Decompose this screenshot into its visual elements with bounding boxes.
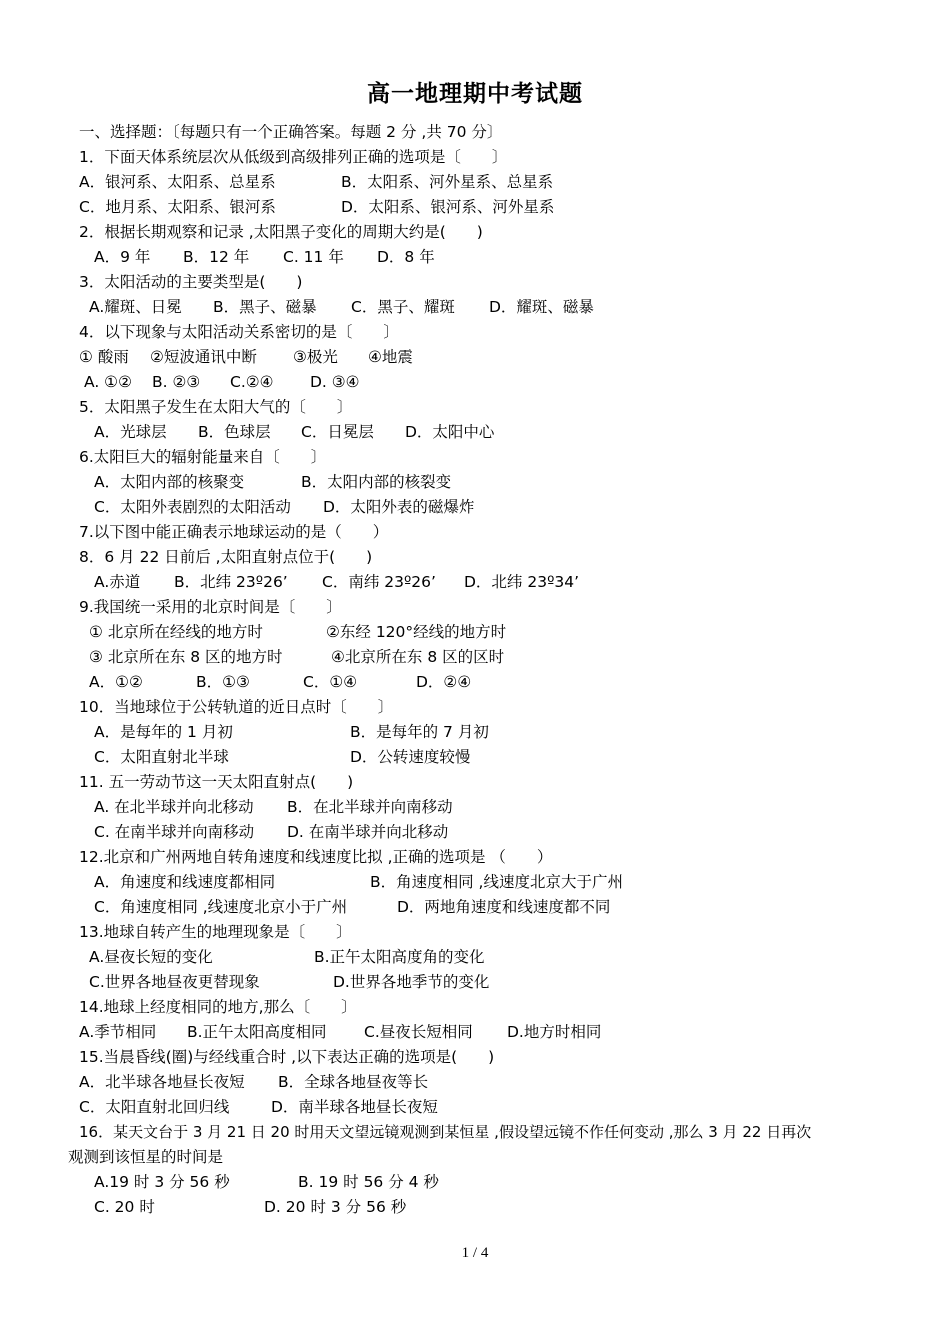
question-6-text: 6.太阳巨大的辐射能量来自〔 〕 — [79, 448, 327, 466]
question-9-option-b: B．①③ — [196, 673, 250, 691]
question-13-option-a: A.昼夜长短的变化 — [89, 948, 213, 966]
question-2-option-c: C. 11 年 — [283, 248, 344, 266]
question-2-option-a: A．9 年 — [94, 248, 151, 266]
question-13-text: 13.地球自转产生的地理现象是〔 〕 — [79, 923, 352, 941]
question-16-option-d: D. 20 时 3 分 56 秒 — [264, 1198, 407, 1216]
question-14-option-d: D.地方时相同 — [507, 1023, 602, 1041]
question-7-text: 7.以下图中能正确表示地球运动的是（ ） — [79, 523, 389, 541]
document-title: 高一地理期中考试题 — [367, 81, 583, 107]
question-6-option-c: C．太阳外表剧烈的太阳活动 — [94, 498, 291, 516]
question-2-option-d: D．8 年 — [377, 248, 435, 266]
question-1-option-d: D．太阳系、银河系、河外星系 — [341, 198, 555, 216]
question-9-statement-3: ③ 北京所在东 8 区的地方时 — [89, 648, 283, 666]
question-1-option-a: A．银河系、太阳系、总星系 — [79, 173, 276, 191]
question-3-option-c: C．黑子、耀斑 — [351, 298, 455, 316]
question-9-option-c: C．①④ — [303, 673, 358, 691]
question-8-text: 8．6 月 22 日前后 ,太阳直射点位于( ) — [79, 548, 373, 566]
question-12-text: 12.北京和广州两地自转角速度和线速度比拟 ,正确的选项是 （ ） — [79, 848, 553, 866]
question-12-option-d: D．两地角速度和线速度都不同 — [397, 898, 611, 916]
question-4-statement-1: ① 酸雨 — [79, 348, 129, 366]
question-8-option-c: C．南纬 23º26’ — [322, 573, 436, 591]
question-16-option-b: B. 19 时 56 分 4 秒 — [298, 1173, 439, 1191]
question-5-option-c: C．日冕层 — [301, 423, 374, 441]
question-12-option-c: C．角速度相同 ,线速度北京小于广州 — [94, 898, 348, 916]
question-5-text: 5．太阳黑子发生在太阳大气的〔 〕 — [79, 398, 353, 416]
question-9-statement-1: ① 北京所在经线的地方时 — [89, 623, 263, 641]
question-16-text-continued: 观测到该恒星的时间是 — [68, 1148, 224, 1166]
page-number: 1 / 4 — [461, 1245, 489, 1261]
question-2-text: 2．根据长期观察和记录 ,太阳黑子变化的周期大约是( ) — [79, 223, 483, 241]
question-13-option-d: D.世界各地季节的变化 — [333, 973, 490, 991]
question-4-statement-4: ④地震 — [368, 348, 413, 366]
question-11-option-b: B．在北半球并向南移动 — [287, 798, 453, 816]
question-4-text: 4．以下现象与太阳活动关系密切的是〔 〕 — [79, 323, 399, 341]
question-12-option-b: B．角速度相同 ,线速度北京大于广州 — [370, 873, 623, 891]
question-15-text: 15.当晨昏线(圈)与经线重合时 ,以下表达正确的选项是( ) — [79, 1048, 495, 1066]
question-5-option-a: A．光球层 — [94, 423, 167, 441]
question-3-option-a: A.耀斑、日冕 — [89, 298, 182, 316]
question-8-option-d: D．北纬 23º34’ — [464, 573, 580, 591]
question-15-option-d: D．南半球各地昼长夜短 — [271, 1098, 438, 1116]
question-10-option-c: C．太阳直射北半球 — [94, 748, 229, 766]
question-9-option-a: A．①② — [89, 673, 143, 691]
question-1-text: 1．下面天体系统层次从低级到高级排列正确的选项是〔 〕 — [79, 148, 508, 166]
question-1-option-b: B．太阳系、河外星系、总星系 — [341, 173, 554, 191]
question-2-option-b: B．12 年 — [183, 248, 250, 266]
question-14-option-c: C.昼夜长短相同 — [364, 1023, 473, 1041]
question-16-text: 16．某天文台于 3 月 21 日 20 时用天文望远镜观测到某恒星 ,假设望远镜不作任何变动 ,那么 3 月 22 日再次 — [79, 1123, 812, 1141]
question-4-option-a: A. ①② — [84, 373, 132, 391]
question-11-text: 11. 五一劳动节这一天太阳直射点( ) — [79, 773, 354, 791]
question-4-statement-2: ②短波通讯中断 — [150, 348, 257, 366]
question-9-option-d: D．②④ — [416, 673, 472, 691]
question-11-option-c: C. 在南半球并向南移动 — [94, 823, 255, 841]
question-14-option-a: A.季节相同 — [79, 1023, 157, 1041]
question-10-text: 10．当地球位于公转轨道的近日点时〔 〕 — [79, 698, 394, 716]
question-16-option-a: A.19 时 3 分 56 秒 — [94, 1173, 230, 1191]
question-16-option-c: C. 20 时 — [94, 1198, 155, 1216]
section-heading: 一、选择题：〔每题只有一个正确答案。每题 2 分 ,共 70 分〕 — [79, 123, 503, 141]
question-15-option-b: B．全球各地昼夜等长 — [278, 1073, 429, 1091]
question-3-text: 3．太阳活动的主要类型是( ) — [79, 273, 303, 291]
question-12-option-a: A．角速度和线速度都相同 — [94, 873, 276, 891]
question-9-statement-2: ②东经 120°经线的地方时 — [326, 623, 507, 641]
question-11-option-d: D. 在南半球并向北移动 — [287, 823, 449, 841]
question-15-option-c: C．太阳直射北回归线 — [79, 1098, 230, 1116]
question-13-option-c: C.世界各地昼夜更替现象 — [89, 973, 260, 991]
question-5-option-b: B．色球层 — [198, 423, 271, 441]
question-9-statement-4: ④北京所在东 8 区的区时 — [331, 648, 505, 666]
question-3-option-b: B．黑子、磁暴 — [213, 298, 317, 316]
question-14-text: 14.地球上经度相同的地方,那么〔 〕 — [79, 998, 357, 1016]
question-6-option-d: D．太阳外表的磁爆炸 — [323, 498, 475, 516]
question-5-option-d: D．太阳中心 — [405, 423, 495, 441]
question-11-option-a: A. 在北半球并向北移动 — [94, 798, 254, 816]
question-10-option-b: B．是每年的 7 月初 — [350, 723, 489, 741]
question-4-option-b: B. ②③ — [152, 373, 201, 391]
question-14-option-b: B.正午太阳高度相同 — [187, 1023, 327, 1041]
question-1-option-c: C．地月系、太阳系、银河系 — [79, 198, 276, 216]
question-15-option-a: A．北半球各地昼长夜短 — [79, 1073, 245, 1091]
question-10-option-d: D．公转速度较慢 — [350, 748, 471, 766]
question-4-option-c: C.②④ — [230, 373, 274, 391]
question-4-statement-3: ③极光 — [293, 348, 338, 366]
question-6-option-b: B．太阳内部的核裂变 — [301, 473, 452, 491]
question-8-option-a: A.赤道 — [94, 573, 141, 591]
question-3-option-d: D．耀斑、磁暴 — [489, 298, 594, 316]
question-10-option-a: A．是每年的 1 月初 — [94, 723, 233, 741]
question-13-option-b: B.正午太阳高度角的变化 — [314, 948, 485, 966]
question-6-option-a: A．太阳内部的核聚变 — [94, 473, 245, 491]
question-4-option-d: D. ③④ — [310, 373, 360, 391]
question-9-text: 9.我国统一采用的北京时间是〔 〕 — [79, 598, 342, 616]
question-8-option-b: B．北纬 23º26’ — [174, 573, 288, 591]
